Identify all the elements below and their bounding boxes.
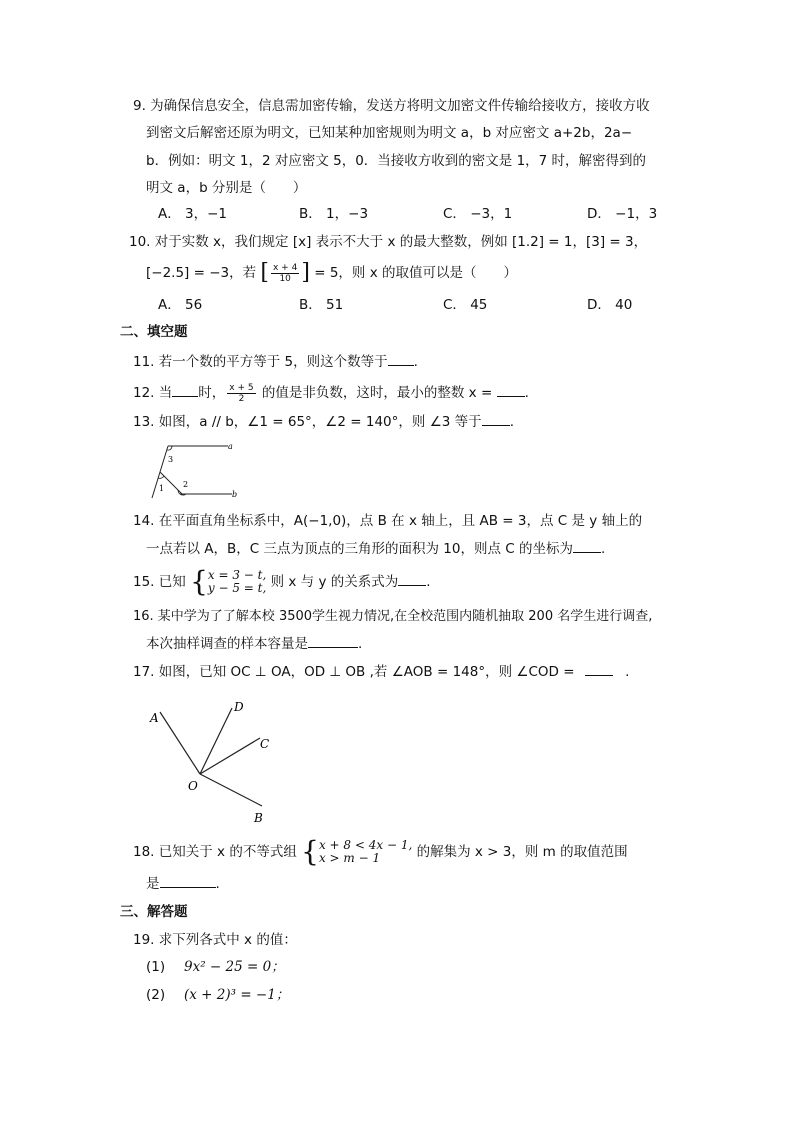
q15-brace: {	[190, 565, 208, 598]
q15-blank[interactable]	[398, 571, 426, 586]
section-fill-in-title: 二、填空题	[120, 324, 188, 340]
q18-line2: 是 .	[146, 870, 220, 898]
q17: 17. 如图，已知 OC ⊥ OA，OD ⊥ OB ,若 ∠AOB = 148°，则 ∠COD = .	[133, 658, 629, 686]
q17-text: 17. 如图，已知 OC ⊥ OA，OD ⊥ OB ,若 ∠AOB = 148°，则 ∠COD =	[133, 664, 575, 680]
label-D: D	[234, 700, 244, 714]
q10-line2	[146, 258, 517, 288]
q13: 13. 如图，a // b，∠1 = 65°，∠2 = 140°，则 ∠3 等于 .	[133, 408, 514, 436]
q12	[133, 378, 529, 408]
q19-part1: 9x² − 25 = 0；	[184, 959, 285, 975]
q13-text: 13. 如图，a // b，∠1 = 65°，∠2 = 140°，则 ∠3 等于	[133, 414, 482, 430]
q19-part2-label: (2)	[146, 987, 166, 1003]
label-1: 1	[159, 484, 165, 493]
q18-ineq1: x + 8 < 4x − 1,	[318, 838, 413, 852]
q14-line2-text: 一点若以 A，B，C 三点为顶点的三角形的面积为 10，则点 C 的坐标为	[146, 541, 573, 557]
q13-blank[interactable]	[482, 411, 510, 426]
q15-text-a: 15. 已知	[133, 574, 186, 590]
floor-bracket-right: ]	[301, 260, 310, 285]
q12-fraction	[227, 383, 255, 404]
q15-eq2: y − 5 = t,	[207, 581, 267, 595]
q10-line2-b: = 5，则 x 的取值可以是（ ）	[314, 265, 517, 281]
q10-fraction	[271, 263, 299, 284]
q9-option-c: C． −3，1	[443, 206, 513, 222]
q10-option-c: C． 45	[443, 297, 488, 313]
q9-line4: 明文 a，b 分别是（ ）	[146, 180, 307, 196]
q16-blank[interactable]	[308, 633, 358, 648]
q18	[133, 834, 628, 870]
q13-parallel-lines-figure	[140, 436, 250, 502]
q10-option-b: B． 51	[299, 297, 344, 313]
q10-option-d: D． 40	[587, 297, 633, 313]
q9-line2: 到密文后解密还原为明文，已知某种加密规则为明文 a，b 对应密文 a+2b，2a−	[146, 125, 633, 141]
q12-blank-2[interactable]	[497, 382, 525, 397]
section-solve-title: 三、解答题	[120, 904, 188, 920]
q14-blank[interactable]	[573, 538, 601, 553]
q12-blank-1[interactable]	[172, 382, 198, 397]
q10-line1: 10. 对于实数 x，我们规定 [x] 表示不大于 x 的最大整数，例如 [1.2] = 1，[3] = 3，	[129, 234, 648, 250]
q12-frac-num: x + 5	[229, 382, 254, 393]
q15: 15. 已知 { x = 3 − t, y − 5 = t, 则 x 与 y 的关系式为 .	[133, 565, 431, 598]
q17-blank[interactable]	[585, 661, 613, 676]
q9-option-b: B． 1，−3	[299, 206, 369, 222]
q12-text-c: 的值是非负数，这时，最小的整数 x =	[261, 385, 493, 401]
q11: 11. 若一个数的平方等于 5，则这个数等于 .	[133, 348, 418, 376]
q16-line1: 16. 某中学为了了解本校 3500学生视力情况,在全校范围内随机抽取 200 名学生进行调查,	[133, 609, 653, 624]
q12-text-a: 12. 当	[133, 385, 173, 401]
label-C: C	[260, 737, 270, 751]
q19-part2: (x + 2)³ = −1；	[184, 987, 290, 1003]
q17-angle-figure	[142, 696, 272, 826]
q11-blank[interactable]	[388, 351, 414, 366]
label-2: 2	[183, 480, 189, 489]
q16-line2-text: 本次抽样调查的样本容量是	[146, 636, 308, 652]
q10-option-a: A． 56	[158, 297, 203, 313]
q12-text-b: 时，	[198, 385, 226, 401]
q15-text-b: 则 x 与 y 的关系式为	[270, 574, 399, 590]
q14-line2: 一点若以 A，B，C 三点为顶点的三角形的面积为 10，则点 C 的坐标为 .	[146, 535, 605, 563]
q12-text-d: .	[524, 385, 529, 401]
label-B: B	[254, 811, 263, 825]
label-3: 3	[168, 455, 174, 464]
q18-brace: {	[301, 835, 319, 868]
q14-line1: 14. 在平面直角坐标系中，A(−1,0)，点 B 在 x 轴上，且 AB = 3，点 C 是 y 轴上的	[133, 513, 643, 529]
label-b: b	[232, 490, 238, 499]
ray-ob	[200, 774, 262, 806]
q18-text-b: 的解集为 x > 3，则 m 的取值范围	[416, 844, 628, 860]
q18-line2-text: 是	[146, 876, 160, 892]
q15-system	[208, 569, 266, 595]
label-A: A	[150, 711, 159, 725]
q10-frac-num: x + 4	[273, 262, 298, 273]
q18-system	[319, 839, 412, 865]
q9-option-d: D． −1，3	[587, 206, 658, 222]
q9-line3: b．例如：明文 1，2 对应密文 5，0．当接收方收到的密文是 1，7 时，解密得到的	[146, 153, 647, 169]
q10-frac-den: 10	[279, 273, 291, 284]
q16-line2: 本次抽样调查的样本容量是 .	[146, 630, 362, 658]
q10-line2-a: [−2.5] = −3，若	[146, 265, 257, 281]
q19-title: 19. 求下列各式中 x 的值：	[133, 932, 297, 948]
q9-line1: 9. 为确保信息安全，信息需加密传输，发送方将明文加密文件传输给接收方，接收方收	[133, 98, 650, 114]
q15-eq1: x = 3 − t,	[207, 568, 267, 582]
q18-text-a: 18. 已知关于 x 的不等式组	[133, 844, 297, 860]
floor-bracket-left: [	[260, 260, 269, 285]
ray-oa	[160, 712, 200, 774]
q11-text: 11. 若一个数的平方等于 5，则这个数等于	[133, 354, 388, 370]
q19-part1-label: (1)	[146, 959, 166, 975]
label-a: a	[228, 442, 233, 451]
label-O: O	[188, 779, 198, 793]
q18-blank[interactable]	[160, 873, 216, 888]
q18-ineq2: x > m − 1	[318, 851, 381, 865]
q12-frac-den: 2	[238, 393, 245, 404]
q9-option-a: A． 3，−1	[158, 206, 228, 222]
